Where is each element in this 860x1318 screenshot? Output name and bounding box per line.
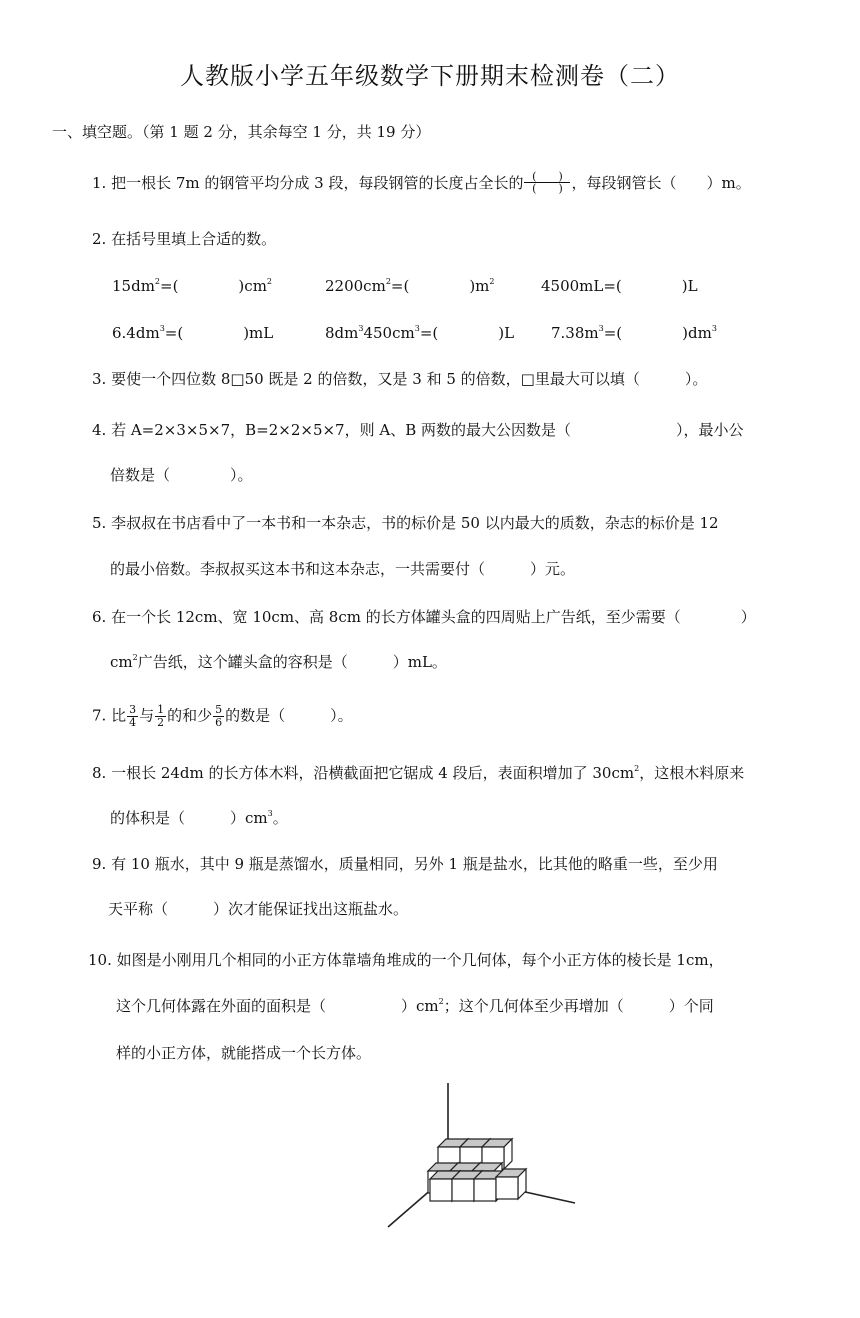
question-1-text: 1. 把一根长 7m 的钢管平均分成 3 段，每段钢管的长度占全长的 — [92, 174, 524, 192]
question-5-line-2: 的最小倍数。李叔叔买这本书和这本杂志，一共需要付（ ）元。 — [110, 560, 576, 578]
question-10-line-3: 样的小正方体，就能搭成一个长方体。 — [116, 1044, 372, 1062]
question-3: 3. 要使一个四位数 8□50 既是 2 的倍数，又是 3 和 5 的倍数，□里最大可以填（ ）。 — [92, 370, 708, 388]
conversion-1: $15dm^2=$( )$cm^2$ — [112, 277, 273, 295]
question-10-line-1: 10. 如图是小刚用几个相同的小正方体靠墙角堆成的一个几何体，每个小正方体的棱长是 1cm， — [88, 951, 724, 969]
question-6-line-1: 6. 在一个长 12cm、宽 10cm、高 8cm 的长方体罐头盒的四周贴上广告纸，至少需要（ ） — [92, 608, 756, 626]
question-9-line-2: 天平称（ ）次才能保证找出这瓶盐水。 — [108, 900, 409, 918]
question-1 — [92, 169, 751, 196]
conversion-4: $6.4dm^3=$( )mL — [112, 324, 274, 342]
question-8-line-2: 的体积是（ ）$cm^3$。 — [110, 809, 288, 827]
cube — [496, 1169, 526, 1199]
fraction-blank[interactable] — [524, 171, 570, 194]
page-title: 人教版小学五年级数学下册期末检测卷（二） — [180, 62, 680, 90]
question-10-line-2: 这个几何体露在外面的面积是（ ）$cm^2$；这个几何体至少再增加（ ）个同 — [116, 997, 714, 1015]
question-6-line-2: $cm^2$广告纸，这个罐头盒的容积是（ ）mL。 — [110, 653, 447, 671]
numerator-blank: ( ) — [524, 171, 570, 183]
question-1-tail: ，每段钢管长（ ）m。 — [571, 174, 751, 192]
fraction-5-6: $\frac{5}{6}$ — [215, 703, 223, 729]
question-5-line-1: 5. 李叔叔在书店看中了一本书和一本杂志，书的标价是 50 以内最大的质数，杂志的标价是 12 — [92, 514, 719, 532]
question-2: 2. 在括号里填上合适的数。 — [92, 230, 277, 248]
conversion-3: 4500mL=( )L — [541, 277, 698, 295]
question-8-line-1: 8. 一根长 24dm 的长方体木料，沿横截面把它锯成 4 段后，表面积增加了 $30cm^2$，这根木料原来 — [92, 764, 745, 782]
question-4-line-1: 4. 若 A=2×3×5×7，B=2×2×5×7，则 A、B 两数的最大公因数是（ ），最小公 — [92, 421, 744, 439]
question-4-line-2: 倍数是（ ）。 — [110, 466, 253, 484]
conversion-6: $7.38m^3=$( )$dm^3$ — [551, 324, 717, 342]
cube-stack-figure — [370, 1075, 590, 1240]
conversion-2: $2200cm^2=$( )$m^2$ — [325, 277, 495, 295]
conversion-5: $8dm^3450cm^3=$( )L — [325, 324, 515, 342]
fraction-3-4: $\frac{3}{4}$ — [129, 703, 137, 729]
section-heading: 一、填空题。（第 1 题 2 分，其余每空 1 分，共 19 分） — [52, 123, 431, 141]
fraction-1-2: $\frac{1}{2}$ — [157, 703, 165, 729]
question-7: 7. 比 $\frac{3}{4}$ 与 $\frac{1}{2}$ 的和少 $\frac{5}{6}$ 的数是（ ）。 — [92, 703, 353, 729]
question-9-line-1: 9. 有 10 瓶水，其中 9 瓶是蒸馏水，质量相同，另外 1 瓶是盐水，比其他的略重一些，至少用 — [92, 855, 718, 873]
denominator-blank: ( ) — [532, 181, 563, 195]
